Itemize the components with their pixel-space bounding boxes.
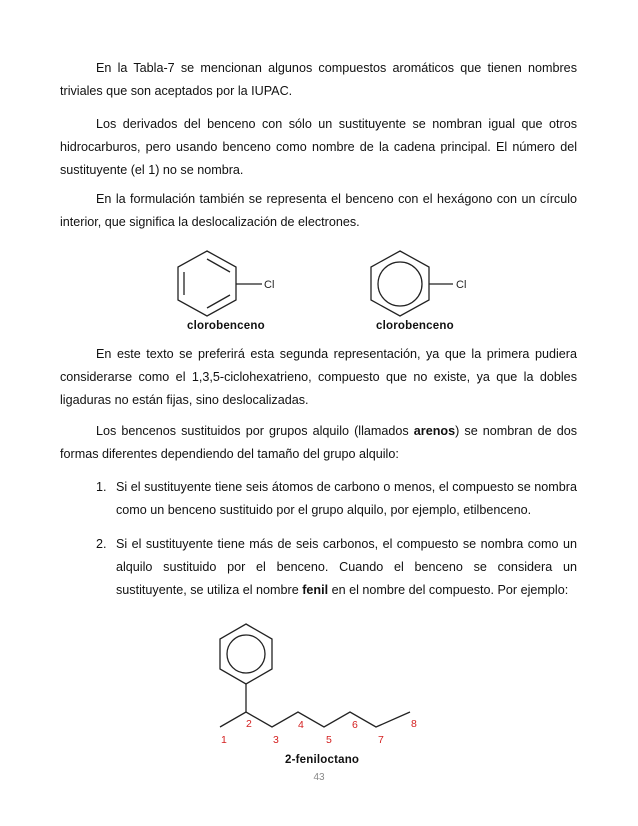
paragraph-text: En este texto se preferirá esta segunda representación, ya que la primera pudiera considerarse como el 1,3,5-ciclohexatrieno, compuesto que no existe, ya que la dobles ligaduras no están fijas, sino deslocalizadas. [60,347,577,407]
chlorine-atom: Cl [456,279,467,291]
carbon-number: 1 [221,734,227,746]
paragraph-text: En la formulación también se representa el benceno con el hexágono con un círculo interior, que significa la deslocalización de electrones. [60,192,577,229]
carbon-number: 7 [378,734,384,746]
paragraph-text: ) se nombran de dos formas diferentes dependiendo del tamaño del grupo alquilo: [60,424,577,461]
paragraph-tabla7 [60,57,577,103]
paragraph-representacion [60,343,577,412]
circle-benzene-structure [371,251,453,316]
benzene-ring [220,624,272,684]
carbon-number: 4 [298,719,304,731]
benzene-ring [178,251,236,316]
chlorine-atom: Cl [264,279,275,291]
aromatic-circle [378,262,422,306]
phenyloctane-label: 2-feniloctano [285,754,360,766]
list-item [96,476,577,522]
paragraph-text: Los derivados del benceno con sólo un sustituyente se nombran igual que otros hidrocarburos, pero usando benceno como nombre de la cadena principal. El número del sustituyente (el 1) no se nombra. [60,117,577,177]
list-item [96,533,577,602]
list-item-number: 2. [96,537,107,551]
paragraph-text: En la Tabla-7 se mencionan algunos compuestos aromáticos que tienen nombres triviales que son aceptados por la IUPAC. [60,61,577,98]
double-bond [207,259,230,272]
double-bond [207,295,230,308]
list-item-number: 1. [96,480,107,494]
aromatic-circle [227,635,265,673]
bold-term-arenos: arenos [413,424,456,438]
list-item-text: Si el sustituyente tiene seis átomos de carbono o menos, el compuesto se nombra como un benceno sustituido por el grupo alquilo, por ejemplo, etilbenceno. [116,480,577,517]
list-item-text: en el nombre del compuesto. Por ejemplo: [328,583,569,597]
carbon-number: 5 [326,734,332,746]
page-number: 43 [313,772,325,783]
kekule-benzene-structure [178,251,262,316]
carbon-number: 2 [246,718,252,730]
carbon-number: 8 [411,718,417,730]
kekule-structure-label: clorobenceno [187,320,265,332]
carbon-number: 3 [273,734,279,746]
circle-structure-label: clorobenceno [376,320,454,332]
list-item-text: Si el sustituyente tiene más de seis carbonos, el compuesto se nombra como un alquilo sustituido por el benceno. Cuando el benceno se considera un sustituyente, se utiliza el nombre [116,537,577,597]
paragraph-derivados [60,113,577,182]
bold-term-fenil: fenil [302,583,329,597]
paragraph-formulacion [60,188,577,234]
carbon-number: 6 [352,719,358,731]
paragraph-arenos [60,420,577,466]
phenyloctane-structure [0,612,638,762]
paragraph-text: Los bencenos sustituidos por grupos alquilo (llamados [96,424,414,438]
